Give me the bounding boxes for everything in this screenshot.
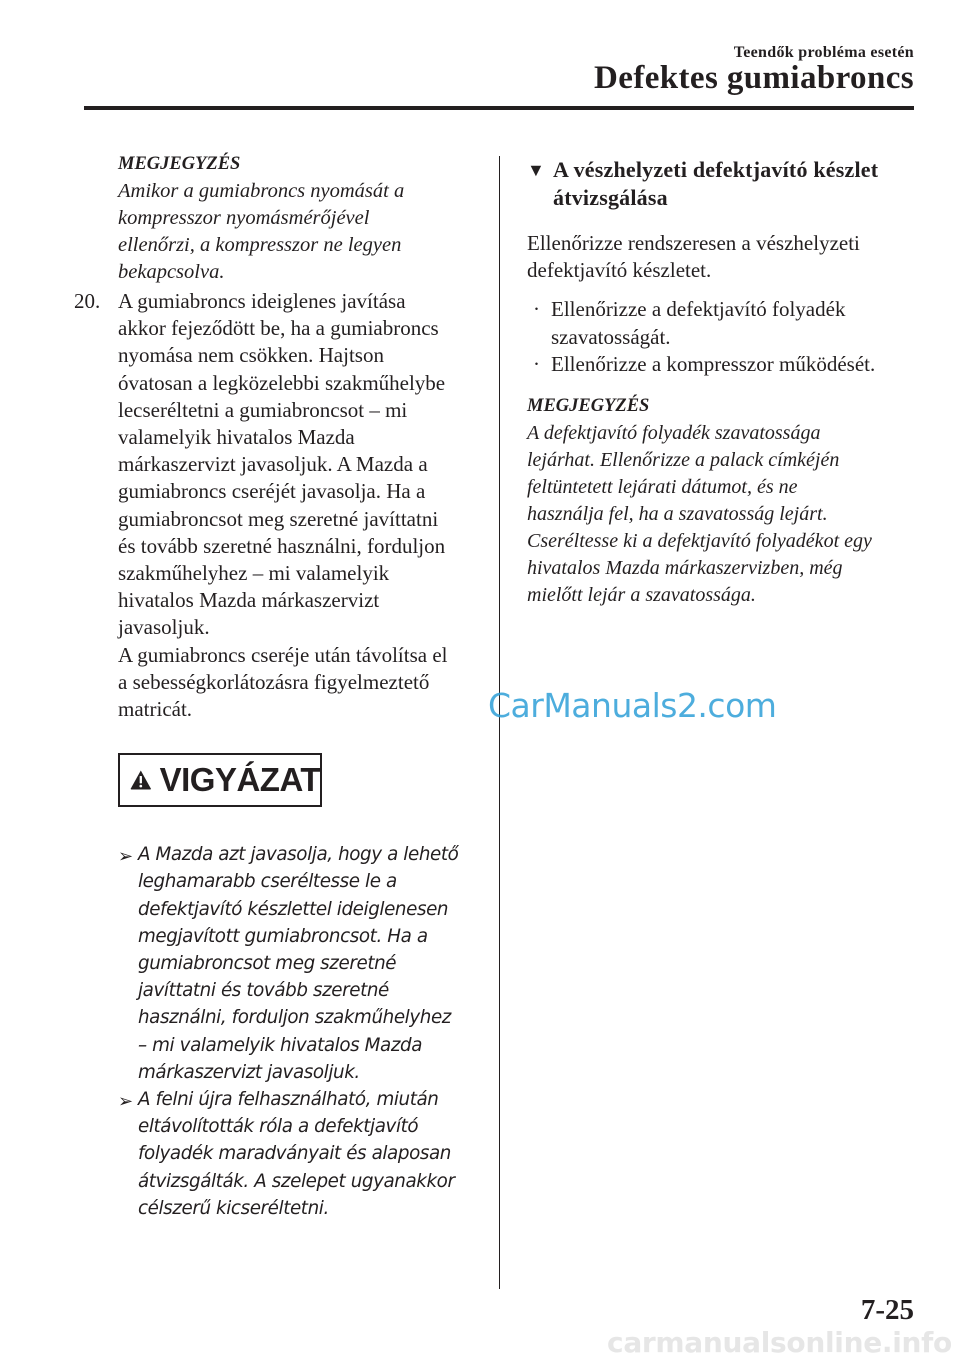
bullet-line: szavatosságát. bbox=[551, 324, 671, 349]
page-title: Defektes gumiabroncs bbox=[594, 60, 914, 96]
note-text bbox=[118, 178, 474, 286]
caution-line: leghamarabb cseréltesse le a bbox=[138, 871, 397, 893]
left-column bbox=[74, 150, 474, 1222]
caution-line: gumiabroncsot meg szeretné bbox=[138, 953, 397, 975]
step-line: óvatosan a legközelebbi szakműhelybe bbox=[118, 370, 446, 395]
caution-label: VIGYÁZAT bbox=[159, 761, 320, 799]
step-20 bbox=[74, 288, 474, 723]
step-line: szakműhelyhez – mi valamelyik bbox=[118, 561, 390, 586]
page-number: 7-25 bbox=[860, 1294, 914, 1326]
step-line: nyomása nem csökken. Hajtson bbox=[118, 343, 384, 368]
caution-line: használni, forduljon szakműhelyhez bbox=[138, 1007, 451, 1029]
intro-line: defektjavító készletet. bbox=[527, 258, 712, 283]
step-line: márkaszervizt javasoljuk. A Mazda a bbox=[118, 452, 428, 477]
intro-line: Ellenőrizze rendszeresen a vészhelyzeti bbox=[527, 231, 860, 255]
caution-item-text bbox=[138, 1086, 474, 1222]
step-line: hivatalos Mazda márkaszervizt bbox=[118, 588, 380, 613]
note-block-right bbox=[527, 392, 919, 609]
section-heading-line: átvizsgálása bbox=[553, 185, 668, 210]
bullet-item bbox=[531, 351, 919, 378]
step-line: akkor fejeződött be, ha a gumiabroncs bbox=[118, 316, 439, 341]
step-line: és tovább szeretné használni, forduljon bbox=[118, 533, 446, 558]
step-line: matricát. bbox=[118, 697, 193, 722]
step-line: A gumiabroncs cseréje után távolítsa el bbox=[118, 642, 448, 667]
caution-list bbox=[118, 841, 474, 1222]
note-line: hivatalos Mazda márkaszervizben, még bbox=[527, 557, 843, 580]
caution-item bbox=[118, 841, 474, 1086]
step-number: 20. bbox=[74, 289, 101, 313]
step-line: A gumiabroncs ideiglenes javítása bbox=[118, 289, 406, 313]
caution-line: átvizsgálták. A szelepet ugyanakkor bbox=[138, 1170, 455, 1192]
caution-line: – mi valamelyik hivatalos Mazda bbox=[138, 1034, 423, 1056]
caution-line: A felni újra felhasználható, miután bbox=[138, 1089, 439, 1111]
arrow-bullet-icon: ➢ bbox=[118, 1091, 134, 1113]
note-heading: MEGJEGYZÉS bbox=[118, 154, 241, 174]
step-line: a sebességkorlátozásra figyelmeztető bbox=[118, 669, 430, 694]
bullet-item bbox=[531, 296, 919, 350]
step-line: gumiabroncs cseréjét javasolja. Ha a bbox=[118, 479, 426, 504]
intro-text bbox=[527, 230, 919, 284]
right-column bbox=[527, 156, 919, 609]
note-text bbox=[527, 420, 919, 609]
arrow-bullet-icon: ➢ bbox=[118, 846, 134, 868]
note-line: lejárhat. Ellenőrizze a palack címkéjén bbox=[527, 449, 840, 472]
note-line: kompresszor nyomásmérőjével bbox=[118, 207, 370, 229]
note-line: használja fel, ha a szavatosság lejárt. bbox=[527, 503, 828, 526]
step-text bbox=[118, 288, 474, 723]
caution-item-text bbox=[138, 841, 474, 1086]
step-line: gumiabroncsot meg szeretné javíttatni bbox=[118, 506, 439, 531]
caution-item bbox=[118, 1086, 474, 1222]
note-heading: MEGJEGYZÉS bbox=[527, 396, 650, 417]
warning-triangle-icon bbox=[130, 765, 152, 795]
caution-line: folyadék maradványait és alaposan bbox=[138, 1143, 451, 1165]
caution-line: eltávolították róla a defektjavító bbox=[138, 1116, 419, 1138]
step-line: valamelyik hivatalos Mazda bbox=[118, 425, 355, 450]
note-line: Amikor a gumiabroncs nyomását a bbox=[118, 180, 405, 202]
footer-watermark: carmanualsonline.info bbox=[607, 1326, 952, 1359]
bullet-line: Ellenőrizze a kompresszor működését. bbox=[551, 351, 876, 376]
step-line: lecseréltetni a gumiabroncsot – mi bbox=[118, 397, 408, 422]
caution-box bbox=[118, 753, 322, 807]
caution-line: célszerű kicseréltetni. bbox=[138, 1197, 329, 1219]
section-heading-line: A vészhelyzeti defektjavító készlet bbox=[553, 157, 879, 182]
note-line: feltüntetett lejárati dátumot, és ne bbox=[527, 476, 798, 499]
bullet-list bbox=[527, 296, 919, 378]
triangle-down-icon: ▼ bbox=[527, 160, 546, 180]
note-line: Cseréltesse ki a defektjavító folyadékot egy bbox=[527, 530, 872, 553]
chapter-subtitle: Teendők probléma esetén bbox=[733, 44, 914, 61]
note-line: mielőtt lejár a szavatossága. bbox=[527, 584, 756, 607]
caution-line: defektjavító készlettel ideiglenesen bbox=[138, 898, 449, 920]
header-rule bbox=[84, 106, 914, 110]
note-line: bekapcsolva. bbox=[118, 261, 225, 283]
note-block bbox=[118, 150, 474, 286]
caution-line: megjavított gumiabroncsot. Ha a bbox=[138, 925, 428, 947]
caution-line: márkaszervizt javasoljuk. bbox=[138, 1061, 360, 1083]
section-heading bbox=[527, 156, 919, 212]
caution-line: A Mazda azt javasolja, hogy a lehető bbox=[138, 844, 459, 866]
bullet-line: Ellenőrizze a defektjavító folyadék bbox=[551, 297, 846, 322]
note-line: A defektjavító folyadék szavatossága bbox=[527, 422, 821, 445]
step-line: javasoljuk. bbox=[118, 615, 210, 640]
bullet-dot-icon: · bbox=[533, 297, 540, 322]
caution-line: javíttatni és tovább szeretné bbox=[138, 980, 389, 1002]
watermark: CarManuals2.com bbox=[488, 686, 777, 725]
note-line: ellenőrzi, a kompresszor ne legyen bbox=[118, 234, 402, 256]
bullet-dot-icon: · bbox=[533, 351, 540, 376]
